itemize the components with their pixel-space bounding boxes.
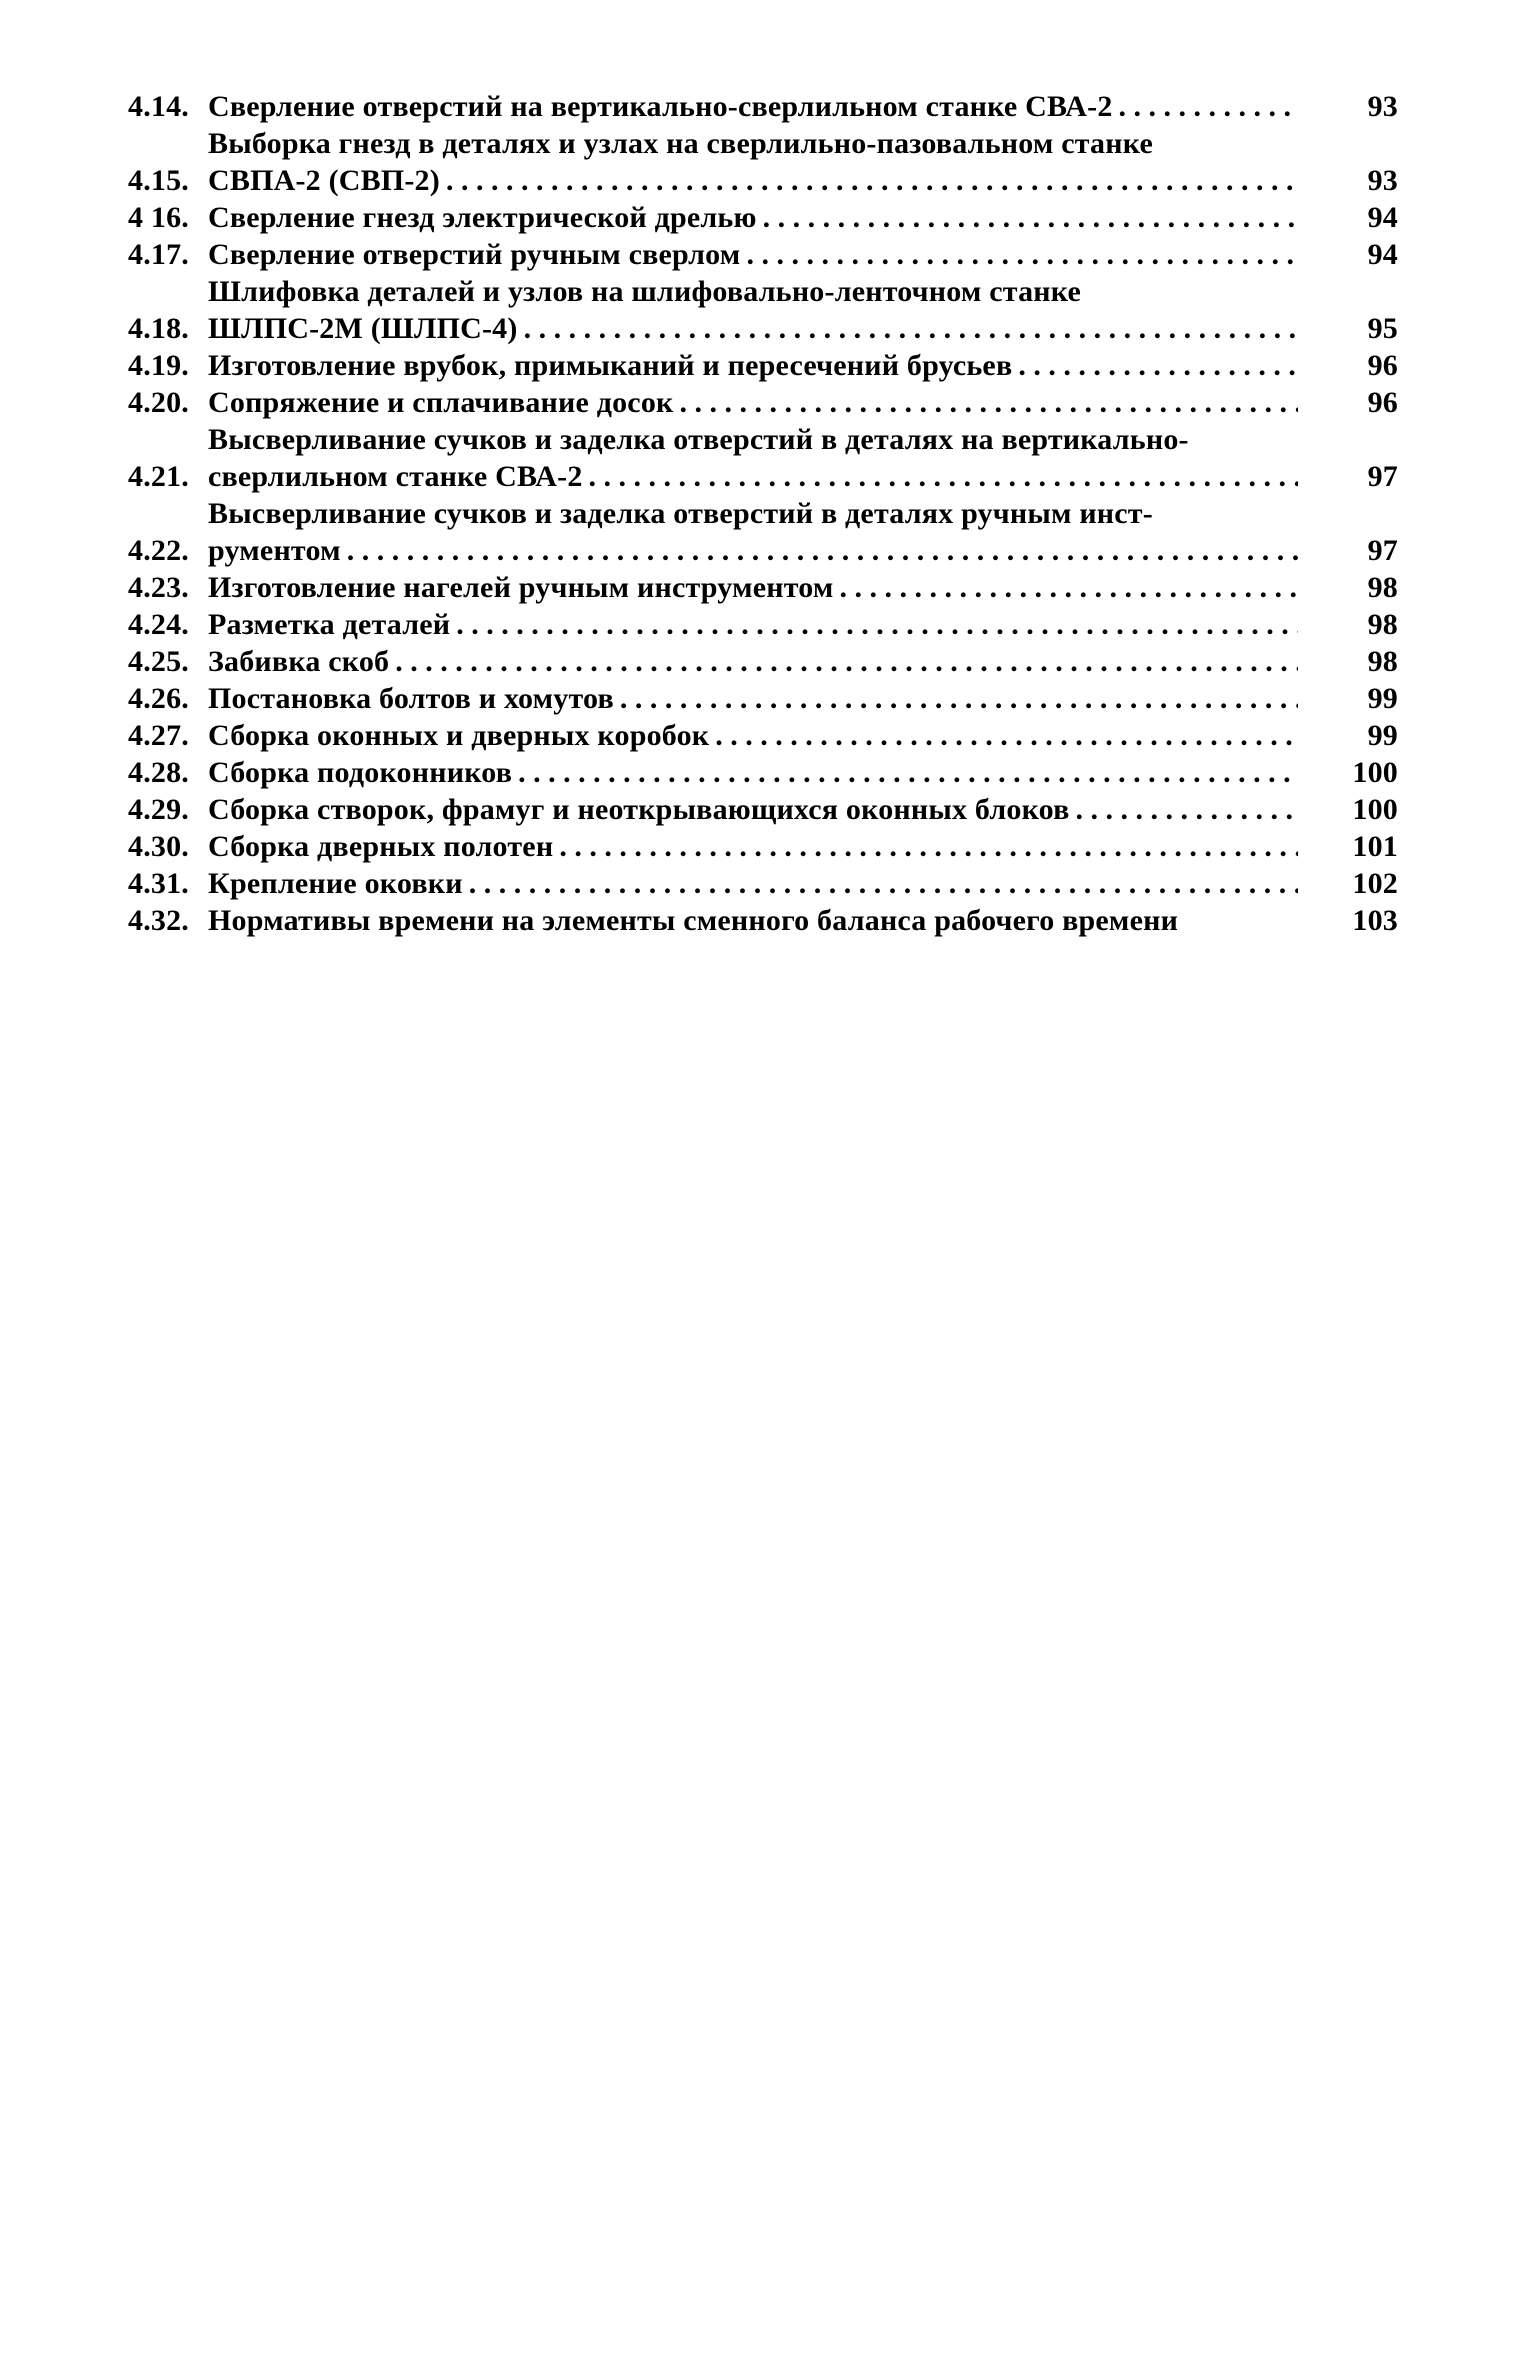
dot-leader bbox=[1012, 347, 1298, 384]
toc-entry-title-line: Крепление оковки bbox=[208, 867, 463, 900]
toc-entry-number: 4.26. bbox=[128, 682, 189, 715]
toc-entry-number: 4.18. bbox=[128, 312, 189, 345]
toc-entry-title-line: Постановка болтов и хомутов bbox=[208, 682, 614, 715]
toc-entry-4-22[interactable] bbox=[128, 495, 1398, 569]
toc-entry-4-26[interactable] bbox=[128, 680, 1398, 717]
toc-entry-4-18[interactable] bbox=[128, 273, 1398, 347]
toc-entry-page: 94 bbox=[1367, 238, 1398, 271]
toc-entry-title-line: Нормативы времени на элементы сменного баланса рабочего времени bbox=[208, 904, 1179, 937]
toc-entry-page: 103 bbox=[1352, 904, 1398, 937]
dot-leader bbox=[614, 680, 1298, 717]
toc-entry-title bbox=[208, 273, 1298, 347]
toc-entry-page: 100 bbox=[1352, 756, 1398, 789]
toc-entry-number: 4.27. bbox=[128, 719, 189, 752]
toc-entry-title-line: Разметка деталей bbox=[208, 608, 451, 641]
toc-entry-4-29[interactable] bbox=[128, 791, 1398, 828]
toc-entry-4-24[interactable] bbox=[128, 606, 1398, 643]
dot-leader bbox=[709, 717, 1298, 754]
toc-entry-number: 4 16. bbox=[128, 201, 189, 234]
toc-entry-4-25[interactable] bbox=[128, 643, 1398, 680]
toc-entry-4-31[interactable] bbox=[128, 865, 1398, 902]
toc-entry-title-line: Сборка подоконников bbox=[208, 756, 513, 789]
toc-entry-page: 93 bbox=[1367, 164, 1398, 197]
toc-entry-4-21[interactable] bbox=[128, 421, 1398, 495]
toc-entry-title-line: сверлильном станке СВА-2 bbox=[208, 460, 583, 493]
toc-entry-number: 4.25. bbox=[128, 645, 189, 678]
dot-leader bbox=[389, 643, 1298, 680]
toc-entry-page: 93 bbox=[1367, 90, 1398, 123]
toc-entry-title-line: Высверливание сучков и заделка отверстий в деталях ручным инст- bbox=[208, 497, 1153, 530]
toc-entry-title-line: Сборка створок, фрамуг и неоткрывающихся оконных блоков bbox=[208, 793, 1070, 826]
toc-entry-number: 4.30. bbox=[128, 830, 189, 863]
toc-entry-page: 98 bbox=[1367, 608, 1398, 641]
toc-entry-title bbox=[208, 902, 1298, 939]
toc-entry-number: 4.15. bbox=[128, 164, 189, 197]
toc-entry-title-line: Шлифовка деталей и узлов на шлифовально-ленточном станке bbox=[208, 275, 1082, 308]
toc-entry-4-15[interactable] bbox=[128, 125, 1398, 199]
toc-entry-number: 4.24. bbox=[128, 608, 189, 641]
dot-leader bbox=[440, 162, 1298, 199]
toc-entry-title bbox=[208, 384, 1298, 421]
toc-entry-title bbox=[208, 643, 1298, 680]
toc-entry-number: 4.21. bbox=[128, 460, 189, 493]
toc-entry-title bbox=[208, 569, 1298, 606]
toc-entry-4-17[interactable] bbox=[128, 236, 1398, 273]
toc-entry-title-line: Сборка оконных и дверных коробок bbox=[208, 719, 710, 752]
table-of-contents bbox=[128, 88, 1398, 939]
toc-entry-title-line: Выборка гнезд в деталях и узлах на сверлильно-пазовальном станке bbox=[208, 127, 1153, 160]
toc-entry-page: 98 bbox=[1367, 645, 1398, 678]
toc-entry-page: 102 bbox=[1352, 867, 1398, 900]
toc-entry-page: 97 bbox=[1367, 534, 1398, 567]
toc-entry-title bbox=[208, 828, 1298, 865]
toc-entry-4-14[interactable] bbox=[128, 88, 1398, 125]
toc-entry-number: 4.19. bbox=[128, 349, 189, 382]
toc-entry-4-20[interactable] bbox=[128, 384, 1398, 421]
toc-entry-title-line: рументом bbox=[208, 534, 341, 567]
toc-entry-title-line: Изготовление врубок, примыканий и пересечений брусьев bbox=[208, 349, 1013, 382]
dot-leader bbox=[463, 865, 1298, 902]
toc-entry-number: 4.29. bbox=[128, 793, 189, 826]
toc-entry-page: 101 bbox=[1352, 830, 1398, 863]
dot-leader bbox=[512, 754, 1298, 791]
toc-entry-4-16[interactable] bbox=[128, 199, 1398, 236]
toc-entry-title-line: СВПА-2 (СВП-2) bbox=[208, 164, 440, 197]
toc-entry-title-line: Забивка скоб bbox=[208, 645, 390, 678]
toc-entry-page: 97 bbox=[1367, 460, 1398, 493]
toc-entry-title-line: Сопряжение и сплачивание досок bbox=[208, 386, 674, 419]
dot-leader bbox=[518, 310, 1298, 347]
dot-leader bbox=[553, 828, 1298, 865]
toc-entry-number: 4.14. bbox=[128, 90, 189, 123]
dot-leader bbox=[834, 569, 1298, 606]
toc-entry-title-line: Сверление отверстий на вертикально-сверлильном станке СВА-2 bbox=[208, 90, 1113, 123]
toc-entry-number: 4.20. bbox=[128, 386, 189, 419]
dot-leader bbox=[757, 199, 1298, 236]
toc-entry-title bbox=[208, 865, 1298, 902]
toc-entry-page: 98 bbox=[1367, 571, 1398, 604]
toc-entry-title bbox=[208, 717, 1298, 754]
toc-entry-number: 4.23. bbox=[128, 571, 189, 604]
dot-leader bbox=[583, 458, 1298, 495]
toc-entry-title bbox=[208, 680, 1298, 717]
toc-entry-page: 96 bbox=[1367, 386, 1398, 419]
toc-entry-page: 96 bbox=[1367, 349, 1398, 382]
toc-entry-4-28[interactable] bbox=[128, 754, 1398, 791]
toc-entry-title-line: Изготовление нагелей ручным инструментом bbox=[208, 571, 834, 604]
toc-entry-number: 4.17. bbox=[128, 238, 189, 271]
toc-entry-title-line: Сверление отверстий ручным сверлом bbox=[208, 238, 741, 271]
toc-entry-number: 4.31. bbox=[128, 867, 189, 900]
dot-leader bbox=[450, 606, 1298, 643]
toc-entry-4-27[interactable] bbox=[128, 717, 1398, 754]
toc-entry-number: 4.28. bbox=[128, 756, 189, 789]
toc-entry-4-23[interactable] bbox=[128, 569, 1398, 606]
toc-entry-page: 100 bbox=[1352, 793, 1398, 826]
dot-leader bbox=[1113, 88, 1298, 125]
toc-entry-title bbox=[208, 791, 1298, 828]
toc-entry-4-32[interactable] bbox=[128, 902, 1398, 939]
toc-entry-title bbox=[208, 606, 1298, 643]
toc-entry-title-line: Сборка дверных полотен bbox=[208, 830, 554, 863]
toc-entry-title bbox=[208, 347, 1298, 384]
toc-entry-title bbox=[208, 88, 1298, 125]
toc-entry-page: 99 bbox=[1367, 719, 1398, 752]
toc-entry-4-30[interactable] bbox=[128, 828, 1398, 865]
dot-leader bbox=[341, 532, 1298, 569]
dot-leader bbox=[740, 236, 1298, 273]
toc-entry-title bbox=[208, 495, 1298, 569]
toc-entry-page: 94 bbox=[1367, 201, 1398, 234]
toc-entry-title-line: ШЛПС-2М (ШЛПС-4) bbox=[208, 312, 518, 345]
toc-entry-title bbox=[208, 125, 1298, 199]
toc-entry-number: 4.22. bbox=[128, 534, 189, 567]
dot-leader bbox=[1070, 791, 1298, 828]
toc-entry-page: 95 bbox=[1367, 312, 1398, 345]
toc-entry-number: 4.32. bbox=[128, 904, 189, 937]
toc-entry-title bbox=[208, 199, 1298, 236]
toc-entry-page: 99 bbox=[1367, 682, 1398, 715]
toc-entry-4-19[interactable] bbox=[128, 347, 1398, 384]
toc-entry-title-line: Высверливание сучков и заделка отверстий в деталях на вертикально- bbox=[208, 423, 1189, 456]
toc-entry-title-line: Сверление гнезд электрической дрелью bbox=[208, 201, 757, 234]
toc-entry-title bbox=[208, 421, 1298, 495]
toc-entry-title bbox=[208, 754, 1298, 791]
dot-leader bbox=[674, 384, 1298, 421]
toc-entry-title bbox=[208, 236, 1298, 273]
